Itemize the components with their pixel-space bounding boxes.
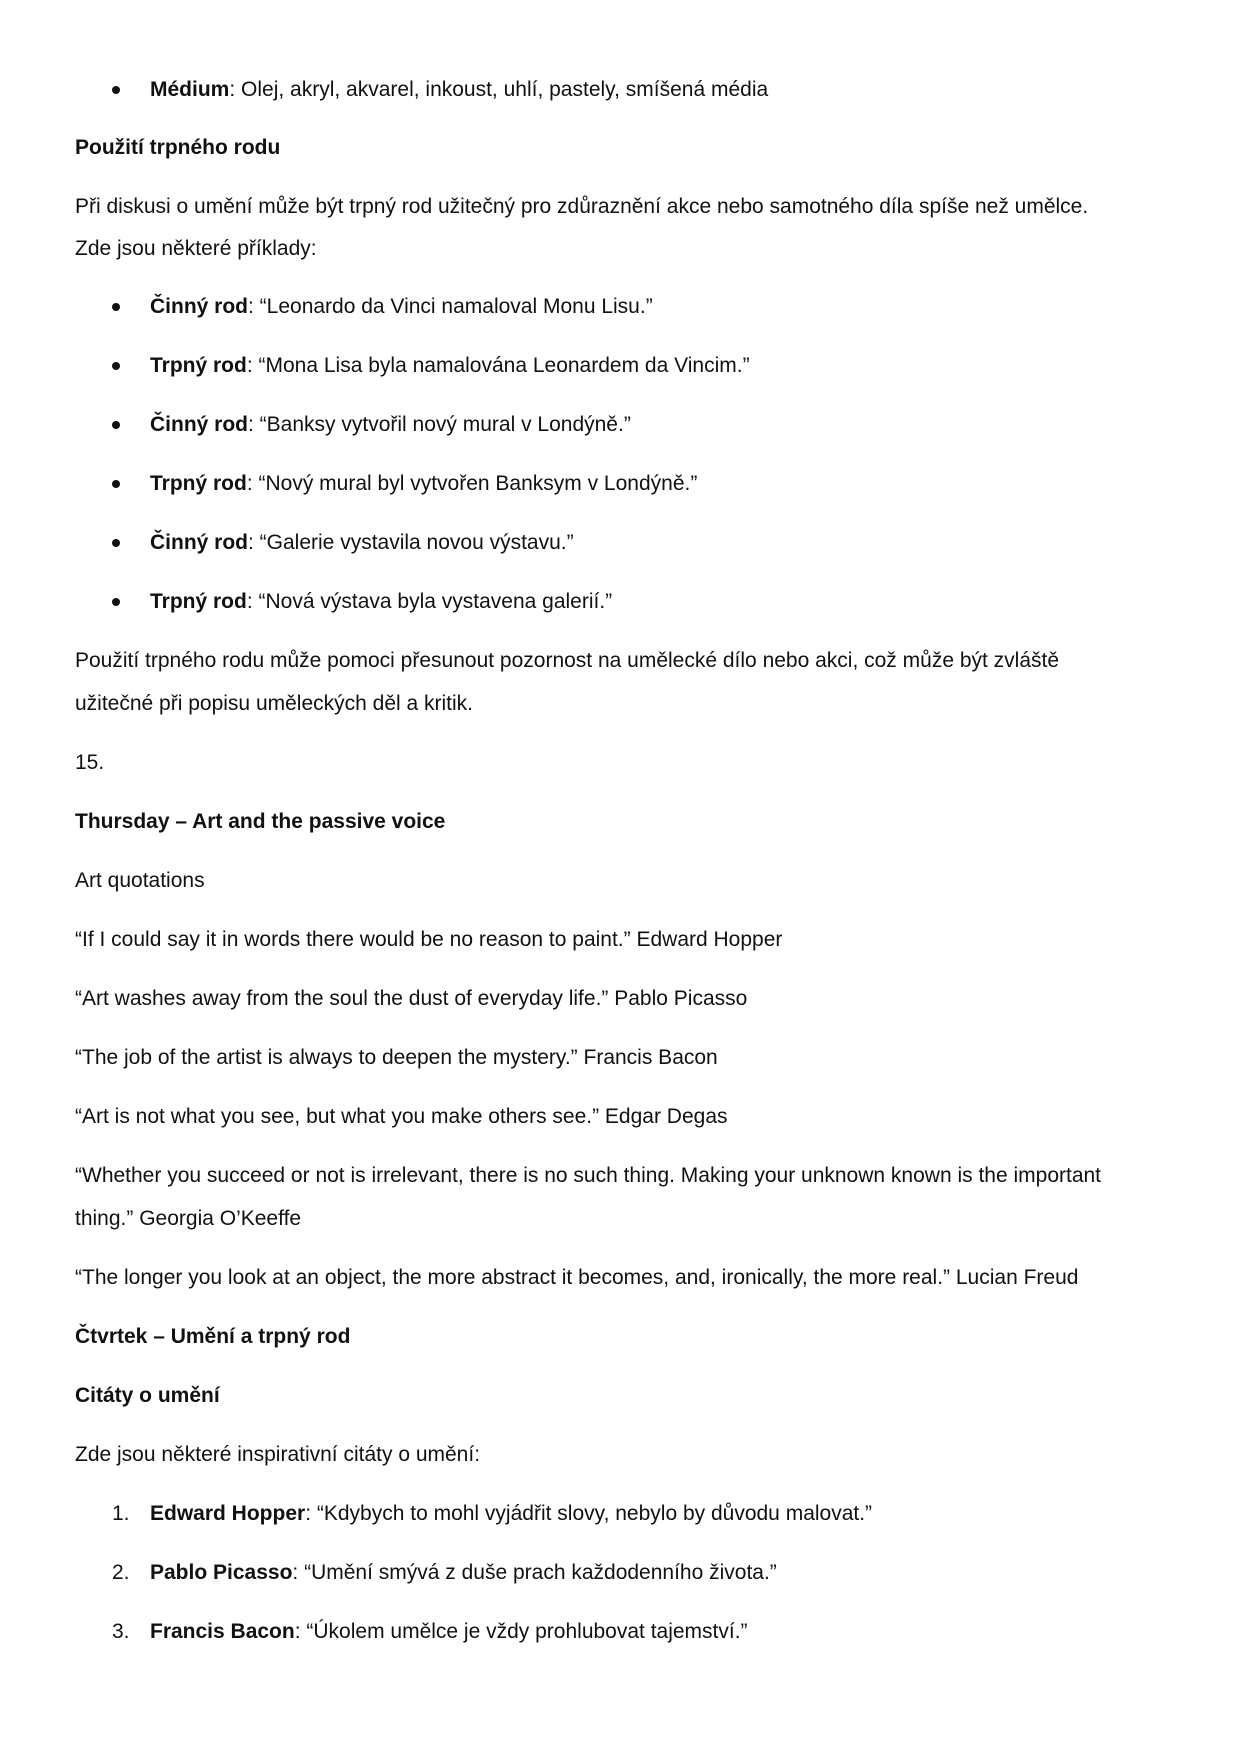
quote-line: “The job of the artist is always to deepen the mystery.” Francis Bacon	[75, 1046, 718, 1069]
example-list-item	[150, 411, 631, 439]
quote-text: : “Umění smývá z duše prach každodenního života.”	[292, 1561, 777, 1584]
quote-text: : “Úkolem umělce je vždy prohlubovat tajemství.”	[294, 1620, 748, 1643]
list-number: 1.	[112, 1502, 130, 1525]
example-text: : “Nová výstava byla vystavena galerií.”	[246, 590, 613, 613]
example-term: Činný rod	[150, 295, 248, 318]
medium-list-item	[150, 76, 768, 104]
czech-intro: Zde jsou některé inspirativní citáty o umění:	[75, 1443, 481, 1466]
bullet-icon	[112, 421, 120, 429]
czech-quote-item	[150, 1559, 777, 1587]
bullet-icon	[112, 303, 120, 311]
example-list-item	[150, 588, 612, 616]
quote-text: : “Kdybych to mohl vyjádřit slovy, nebylo by důvodu malovat.”	[305, 1502, 873, 1525]
bullet-icon	[112, 598, 120, 606]
example-list-item	[150, 293, 653, 321]
bullet-icon	[112, 86, 120, 94]
quote-line: “The longer you look at an object, the more abstract it becomes, and, ironically, the more real.” Lucian Freud	[75, 1266, 1079, 1289]
medium-text: : Olej, akryl, akvarel, inkoust, uhlí, pastely, smíšená média	[229, 78, 769, 101]
section-number: 15.	[75, 751, 105, 774]
czech-quote-item	[150, 1618, 748, 1646]
czech-quote-item	[150, 1500, 872, 1528]
example-text: : “Nový mural byl vytvořen Banksym v Londýně.”	[246, 472, 698, 495]
example-term: Trpný rod	[150, 472, 247, 495]
example-term: Činný rod	[150, 413, 248, 436]
example-list-item	[150, 352, 750, 380]
list-number: 2.	[112, 1561, 130, 1584]
example-term: Trpný rod	[150, 590, 247, 613]
thursday-heading: Thursday – Art and the passive voice	[75, 810, 446, 833]
passive-intro-line-1: Při diskusi o umění může být trpný rod užitečný pro zdůraznění akce nebo samotného díla spíše než umělce.	[75, 195, 1089, 218]
example-text: : “Leonardo da Vinci namaloval Monu Lisu.”	[248, 295, 653, 318]
bullet-icon	[112, 539, 120, 547]
czech-subheading: Citáty o umění	[75, 1384, 220, 1407]
list-number: 3.	[112, 1620, 130, 1643]
example-term: Činný rod	[150, 531, 248, 554]
quote-author: Edward Hopper	[150, 1502, 306, 1525]
passive-intro-line-2: Zde jsou některé příklady:	[75, 237, 317, 260]
quote-line: thing.” Georgia O’Keeffe	[75, 1207, 302, 1230]
passive-conclusion-line-2: užitečné při popisu uměleckých děl a kritik.	[75, 692, 474, 715]
quote-author: Pablo Picasso	[150, 1561, 293, 1584]
quote-line: “Whether you succeed or not is irrelevant, there is no such thing. Making your unknown known is the important	[75, 1164, 1102, 1187]
bullet-icon	[112, 480, 120, 488]
example-text: : “Banksy vytvořil nový mural v Londýně.”	[248, 413, 631, 436]
example-text: : “Mona Lisa byla namalována Leonardem da Vincim.”	[246, 354, 750, 377]
passive-heading: Použití trpného rodu	[75, 136, 281, 159]
quote-line: “Art is not what you see, but what you make others see.” Edgar Degas	[75, 1105, 728, 1128]
quote-line: “Art washes away from the soul the dust of everyday life.” Pablo Picasso	[75, 987, 748, 1010]
quote-line: “If I could say it in words there would be no reason to paint.” Edward Hopper	[75, 928, 783, 951]
art-quotations-label: Art quotations	[75, 869, 205, 892]
czech-heading: Čtvrtek – Umění a trpný rod	[75, 1325, 351, 1348]
medium-term: Médium	[150, 78, 230, 101]
example-term: Trpný rod	[150, 354, 247, 377]
example-list-item	[150, 470, 697, 498]
bullet-icon	[112, 362, 120, 370]
quote-author: Francis Bacon	[150, 1620, 295, 1643]
example-text: : “Galerie vystavila novou výstavu.”	[248, 531, 574, 554]
example-list-item	[150, 529, 574, 557]
passive-conclusion-line-1: Použití trpného rodu může pomoci přesunout pozornost na umělecké dílo nebo akci, což může být zvláště	[75, 649, 1060, 672]
